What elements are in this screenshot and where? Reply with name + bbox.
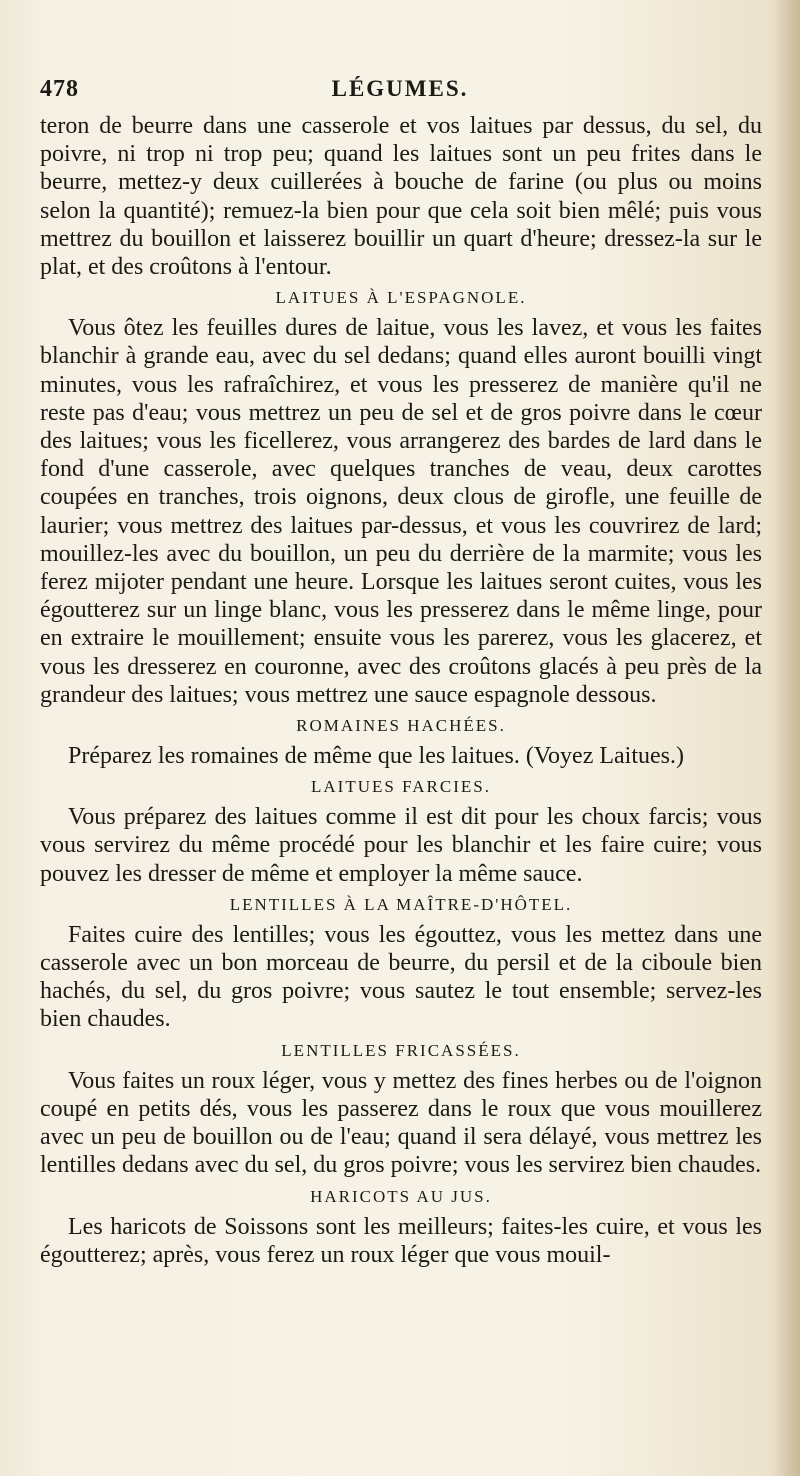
paragraph-laitues-farcies: Vous préparez des laitues comme il est dit pour les choux farcis; vous vous servirez du même procédé pour les blanchir et les faire cuire; vous pouvez les dresser de même et employer la même sauce.: [40, 804, 762, 887]
heading-haricots-au-jus: HARICOTS AU JUS.: [310, 1186, 492, 1206]
heading-romaines-hachees: ROMAINES HACHÉES.: [296, 716, 506, 736]
running-title: LÉGUMES.: [331, 76, 469, 101]
page-text: [40, 112, 762, 1269]
heading-lentilles-maitre-hotel: LENTILLES À LA MAÎTRE-D'HÔTEL.: [229, 894, 573, 914]
heading-lentilles-fricassees: LENTILLES FRICASSÉES.: [281, 1040, 521, 1060]
paragraph-haricots-au-jus: Les haricots de Soissons sont les meilleurs; faites-les cuire, et vous les égoutterez; après, vous ferez un roux léger que vous mouil-: [40, 1213, 762, 1268]
heading-laitues-espagnole: LAITUES À L'ESPAGNOLE.: [275, 288, 527, 308]
page-number: 478: [40, 76, 79, 102]
paragraph-laitues-espagnole: Vous ôtez les feuilles dures de laitue, vous les lavez, et vous les faites blanchir à grande eau, avec du sel dedans; quand elles auront bouilli vingt minutes, vous les rafraîchirez, et vous les presserez de manière qu'il ne reste pas d'eau; vous mettrez un peu de sel et de gros poivre dans le cœur des laitues; vous les ficellerez, vous arrangerez des bardes de lard dans le fond d'une casserole, avec quelques tranches de veau, deux carottes coupées en tranches, trois oignons, deux clous de girofle, une feuille de laurier; vous mettrez des laitues par-dessus, et vous les couvrirez de lard; mouillez-les avec du bouillon, un peu du derrière de la marmite; vous les ferez mijoter pendant une heure. Lorsque les laitues seront cuites, vous les égoutterez sur un linge blanc, vous les presserez dans le même linge, pour en extraire le mouillement; ensuite vous les parerez, vous les glacerez, et vous les dresserez en couronne, avec des croûtons glacés à peu près de la grandeur des laitues; vous mettrez une sauce espagnole dessous.: [40, 315, 762, 708]
paragraph-lentilles-fricassees: Vous faites un roux léger, vous y mettez des fines herbes ou de l'oignon coupé en petits dés, vous les passerez dans le roux que vous mouillerez avec un peu de bouillon ou de l'eau; quand il sera délayé, vous mettrez les lentilles dedans avec du sel, du gros poivre; vous les servirez bien chaudes.: [40, 1067, 762, 1179]
heading-laitues-farcies: LAITUES FARCIES.: [311, 777, 491, 797]
paragraph-lentilles-maitre-hotel: Faites cuire des lentilles; vous les égouttez, vous les mettez dans une casserole avec un bon morceau de beurre, du persil et de la ciboule bien hachés, du sel, du gros poivre; vous sautez le tout ensemble; servez-les bien chaudes.: [40, 921, 762, 1033]
page-edge-shadow: [774, 0, 800, 1476]
paragraph-continuation: teron de beurre dans une casserole et vos laitues par dessus, du sel, du poivre, ni trop ni trop peu; quand les laitues sont un peu frites dans le beurre, mettez-y deux cuillerées à bouche de farine (ou plus ou moins selon la quantité); remuez-la bien pour que cela soit bien mêlé; puis vous mettrez du bouillon et laisserez bouillir un quart d'heure; dressez-la sur le plat, et des croûtons à l'entour.: [40, 113, 762, 281]
paragraph-romaines-hachees: Préparez les romaines de même que les laitues. (Voyez Laitues.): [68, 743, 684, 770]
page-header: [40, 76, 760, 106]
